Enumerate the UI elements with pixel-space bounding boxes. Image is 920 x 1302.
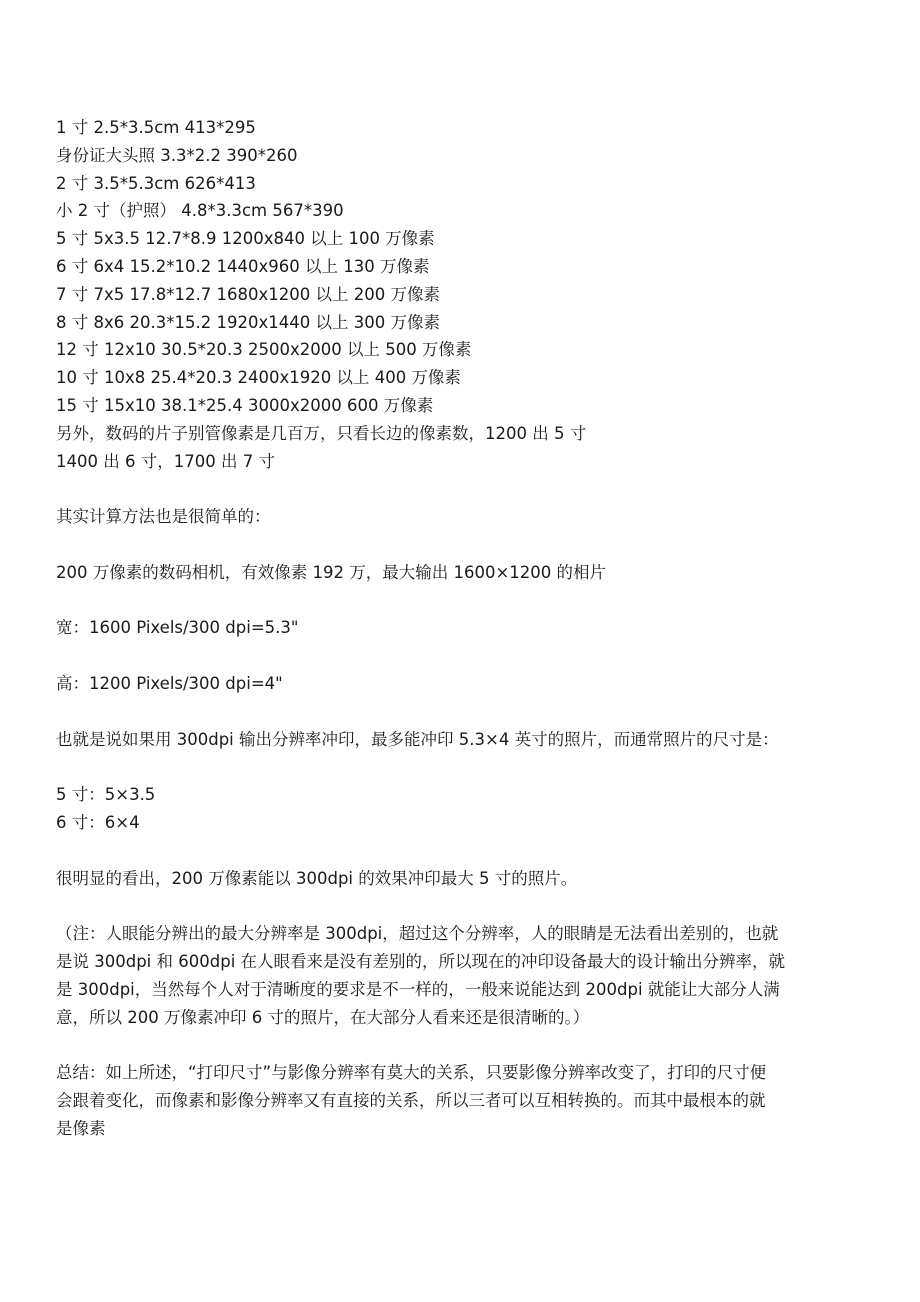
size-row: 5 寸 5x3.5 12.7*8.9 1200x840 以上 100 万像素: [56, 229, 435, 249]
size-row: 6 寸 6x4 15.2*10.2 1440x960 以上 130 万像素: [56, 256, 430, 276]
size-row: 小 2 寸（护照） 4.8*3.3cm 567*390: [56, 201, 344, 221]
spacer: [56, 753, 864, 781]
camera-example: 200 万像素的数码相机，有效像素 192 万，最大输出 1600×1200 的相片: [56, 562, 607, 582]
standard-size-item: 6 寸：6×4: [56, 812, 140, 832]
summary-line: 是像素: [56, 1118, 106, 1138]
summary-line: 总结：如上所述，“打印尺寸”与影像分辨率有莫大的关系，只要影像分辨率改变了，打印的尺寸便: [56, 1063, 767, 1083]
size-note-line: 另外，数码的片子别管像素是几百万，只看长边的像素数，1200 出 5 寸: [56, 423, 587, 443]
note-paragraph: [56, 920, 864, 1031]
document-body: [56, 114, 864, 1142]
size-table: [56, 114, 864, 475]
size-row: 12 寸 12x10 30.5*20.3 2500x2000 以上 500 万像素: [56, 340, 472, 360]
width-calculation: 宽：1600 Pixels/300 dpi=5.3": [56, 618, 299, 638]
spacer: [56, 837, 864, 865]
size-note-line: 1400 出 6 寸，1700 出 7 寸: [56, 451, 275, 471]
spacer: [56, 531, 864, 559]
summary-paragraph: [56, 1059, 864, 1142]
summary-line: 会跟着变化，而像素和影像分辨率又有直接的关系，所以三者可以互相转换的。而其中最根本的就: [56, 1090, 766, 1110]
note-line: 是说 300dpi 和 600dpi 在人眼看来是没有差别的，所以现在的冲印设备最大的设计输出分辨率，就: [56, 951, 786, 971]
size-row: 1 寸 2.5*3.5cm 413*295: [56, 118, 256, 137]
spacer: [56, 698, 864, 726]
spacer: [56, 475, 864, 503]
calc-intro: 其实计算方法也是很简单的：: [56, 507, 271, 527]
standard-size-item: 5 寸：5×3.5: [56, 785, 156, 805]
size-row: 身份证大头照 3.3*2.2 390*260: [56, 145, 298, 165]
spacer: [56, 642, 864, 670]
obvious-line: 很明显的看出，200 万像素能以 300dpi 的效果冲印最大 5 寸的照片。: [56, 868, 578, 888]
note-line: 是 300dpi，当然每个人对于清晰度的要求是不一样的，一般来说能达到 200dpi 就能让大部分人满: [56, 979, 780, 999]
standard-sizes: [56, 781, 864, 837]
conclusion-line: 也就是说如果用 300dpi 输出分辨率冲印，最多能冲印 5.3×4 英寸的照片，而通常照片的尺寸是：: [56, 729, 779, 749]
size-row: 15 寸 15x10 38.1*25.4 3000x2000 600 万像素: [56, 395, 434, 415]
size-row: 7 寸 7x5 17.8*12.7 1680x1200 以上 200 万像素: [56, 284, 440, 304]
spacer: [56, 892, 864, 920]
spacer: [56, 587, 864, 615]
size-row: 2 寸 3.5*5.3cm 626*413: [56, 173, 256, 193]
height-calculation: 高：1200 Pixels/300 dpi=4": [56, 673, 283, 693]
spacer: [56, 1031, 864, 1059]
note-line: （注：人眼能分辨出的最大分辨率是 300dpi，超过这个分辨率，人的眼睛是无法看出差别的，也就: [56, 924, 779, 944]
size-row: 10 寸 10x8 25.4*20.3 2400x1920 以上 400 万像素: [56, 368, 461, 388]
size-row: 8 寸 8x6 20.3*15.2 1920x1440 以上 300 万像素: [56, 312, 440, 332]
note-line: 意，所以 200 万像素冲印 6 寸的照片，在大部分人看来还是很清晰的。）: [56, 1007, 590, 1027]
